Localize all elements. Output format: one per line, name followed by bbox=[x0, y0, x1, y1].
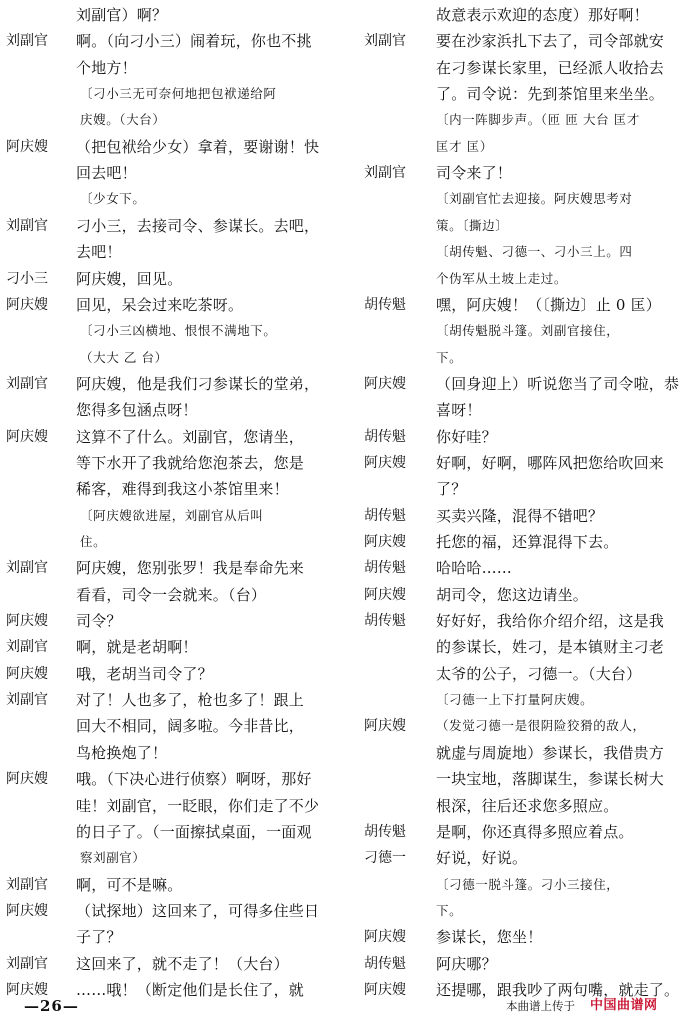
dialogue-line: 喜呀！ bbox=[436, 401, 482, 420]
stage-direction: 〔刁小三凶横地、恨恨不满地下。 bbox=[80, 323, 277, 339]
speaker-name: 胡传魁 bbox=[364, 560, 406, 577]
stage-direction: 个伪军从土坡上走过。 bbox=[436, 270, 568, 286]
dialogue-line: 还提哪，跟我吵了两句嘴，就走了。 bbox=[436, 980, 680, 999]
speaker-name: 阿庆嫂 bbox=[6, 665, 48, 682]
dialogue-line: 好说，好说。 bbox=[436, 849, 528, 868]
dialogue-line: 个地方！ bbox=[76, 58, 137, 77]
dialogue-line: 阿庆嫂，您别张罗！我是奉命先来 bbox=[76, 559, 305, 578]
dialogue-line: 太爷的公子，刁德一。（大台） bbox=[436, 664, 642, 683]
stage-direction: 住。 bbox=[80, 534, 107, 549]
stage-direction: 察刘副官） bbox=[80, 850, 146, 866]
stage-direction: （发觉刁德一是很阴险狡猾的敌人， bbox=[436, 718, 646, 734]
speaker-name: 刘副官 bbox=[364, 165, 406, 182]
speaker-name: 刘副官 bbox=[6, 560, 48, 577]
dialogue-line: 啊，就是老胡啊！ bbox=[76, 638, 198, 657]
speaker-name: 刘副官 bbox=[6, 33, 48, 50]
dialogue-line: 刘副官）啊？ bbox=[76, 6, 168, 24]
stage-direction: 〔阿庆嫂欲进屋，刘副官从后叫 bbox=[80, 507, 264, 523]
speaker-name: 刘副官 bbox=[6, 692, 48, 709]
dialogue-line: 回大不相同，阔多啦。今非昔比， bbox=[76, 717, 305, 736]
dialogue-line: 阿庆嫂，他是我们刁参谋长的堂弟， bbox=[76, 374, 320, 393]
speaker-name: 阿庆嫂 bbox=[6, 138, 48, 155]
dialogue-line: 刁小三，去接司令、参谋长。去吧， bbox=[76, 216, 320, 235]
stage-direction: 〔胡传魁、刁德一、刁小三上。四 bbox=[436, 244, 633, 260]
dialogue-line: 要在沙家浜扎下去了，司令部就安 bbox=[436, 32, 665, 51]
dialogue-line: 看看，司令一会就来。（台） bbox=[76, 585, 267, 604]
speaker-name: 阿庆嫂 bbox=[364, 586, 406, 603]
dialogue-line: 回见，呆会过来吃茶呀。 bbox=[76, 295, 244, 314]
dialogue-line: 鸟枪换炮了！ bbox=[76, 743, 168, 762]
speaker-name: 刘副官 bbox=[6, 217, 48, 234]
stage-direction: 下。 bbox=[436, 902, 463, 918]
dialogue-line: 的日子了。（一面擦拭桌面，一面观 bbox=[76, 822, 312, 841]
dialogue-line: 故意表示欢迎的态度）那好啊！ bbox=[436, 6, 649, 24]
dialogue-line: 去吧！ bbox=[76, 243, 122, 262]
dialogue-line: 在刁参谋长家里，已经派人收拾去 bbox=[436, 58, 665, 77]
stage-direction: 〔胡传魁脱斗篷。刘副官接住， bbox=[436, 323, 620, 339]
speaker-name: 刁德一 bbox=[364, 850, 406, 867]
speaker-name: 阿庆嫂 bbox=[6, 613, 48, 630]
site-logo: 中国曲谱网 bbox=[590, 998, 658, 1013]
stage-direction: 策。〔撕边〕 bbox=[436, 217, 509, 233]
speaker-name: 胡传魁 bbox=[364, 823, 406, 840]
speaker-name: 胡传魁 bbox=[364, 296, 406, 313]
stage-direction: 下。 bbox=[436, 349, 463, 365]
dialogue-line: 参谋长，您坐！ bbox=[436, 928, 543, 947]
dialogue-line: 买卖兴隆，混得不错吧？ bbox=[436, 506, 604, 525]
stage-direction: 匡才 匡） bbox=[436, 138, 493, 154]
dialogue-line: 的参谋长，姓刁，是本镇财主刁老 bbox=[436, 638, 665, 657]
dialogue-line: 阿庆哪？ bbox=[436, 954, 497, 973]
speaker-name: 胡传魁 bbox=[364, 507, 406, 524]
dialogue-line: 对了！人也多了，枪也多了！跟上 bbox=[76, 691, 305, 710]
dialogue-line: 等下水开了我就给您泡茶去，您是 bbox=[76, 453, 305, 472]
speaker-name: 胡传魁 bbox=[364, 955, 406, 972]
speaker-name: 阿庆嫂 bbox=[6, 296, 48, 313]
speaker-name: 阿庆嫂 bbox=[364, 981, 406, 998]
dialogue-line: 一块宝地，落脚谋生，参谋长树大 bbox=[436, 770, 665, 789]
dialogue-line: 哇！刘副官，一眨眼，你们走了不少 bbox=[76, 796, 320, 815]
stage-direction: 〔内一阵脚步声。（匝 匝 大台 匡才 bbox=[436, 112, 640, 128]
speaker-name: 阿庆嫂 bbox=[6, 902, 48, 919]
speaker-name: 阿庆嫂 bbox=[6, 771, 48, 788]
dialogue-line: 啊，可不是嘛。 bbox=[76, 875, 183, 894]
dialogue-line: 回去吧！ bbox=[76, 164, 137, 183]
dialogue-line: 司令来了！ bbox=[436, 164, 513, 183]
dialogue-line: 这回来了，就不走了！（大台） bbox=[76, 954, 289, 973]
dialogue-line: ……哦！（断定他们是长住了，就 bbox=[76, 980, 305, 999]
speaker-name: 阿庆嫂 bbox=[364, 929, 406, 946]
stage-direction: 庆嫂。（大台） bbox=[80, 112, 166, 128]
speaker-name: 阿庆嫂 bbox=[6, 428, 48, 445]
stage-direction: 〔刁德一脱斗篷。刁小三接住， bbox=[436, 876, 620, 892]
stage-direction: （大大 乙 台） bbox=[80, 349, 168, 365]
dialogue-line: （回身迎上）听说您当了司令啦，恭 bbox=[436, 374, 680, 393]
dialogue-line: 哦。（下决心进行侦察）啊呀，那好 bbox=[76, 770, 312, 789]
stage-direction: 〔刘副官忙去迎接。阿庆嫂思考对 bbox=[436, 191, 633, 207]
source-note: 本曲谱上传于 bbox=[506, 999, 575, 1013]
dialogue-line: 托您的福，还算混得下去。 bbox=[436, 533, 619, 551]
dialogue-line: 是啊，你还真得多照应着点。 bbox=[436, 822, 634, 841]
speaker-name: 胡传魁 bbox=[364, 428, 406, 445]
dialogue-line: 子了？ bbox=[76, 928, 122, 947]
speaker-name: 阿庆嫂 bbox=[364, 454, 406, 471]
speaker-name: 刘副官 bbox=[6, 375, 48, 392]
dialogue-line: 这算不了什么。刘副官，您请坐， bbox=[76, 427, 305, 446]
speaker-name: 阿庆嫂 bbox=[364, 375, 406, 392]
dialogue-line: 您得多包涵点呀！ bbox=[76, 401, 198, 420]
dialogue-line: 司令？ bbox=[76, 612, 122, 631]
dialogue-line: 哈哈哈…… bbox=[436, 559, 513, 578]
dialogue-line: 嘿，阿庆嫂！（〔撕边〕止 0 匡） bbox=[436, 295, 661, 314]
speaker-name: 阿庆嫂 bbox=[364, 718, 406, 735]
stage-direction: 〔少女下。 bbox=[80, 191, 146, 207]
stage-direction: 〔刁小三无可奈何地把包袱递给阿 bbox=[80, 86, 277, 102]
dialogue-line: 哦，老胡当司令了？ bbox=[76, 664, 213, 683]
page-number: —26— bbox=[24, 997, 79, 1015]
dialogue-line: 了？ bbox=[436, 480, 467, 499]
speaker-name: 刘副官 bbox=[6, 639, 48, 656]
dialogue-line: （把包袱给少女）拿着，要谢谢！快 bbox=[76, 137, 320, 156]
speaker-name: 刘副官 bbox=[6, 955, 48, 972]
dialogue-line: 稀客，难得到我这小茶馆里来！ bbox=[76, 480, 289, 499]
dialogue-line: 好好好，我给你介绍介绍，这是我 bbox=[436, 612, 665, 631]
speaker-name: 阿庆嫂 bbox=[6, 981, 48, 998]
dialogue-line: 好啊，好啊，哪阵风把您给吹回来 bbox=[436, 453, 665, 472]
stage-direction: 〔刁德一上下打量阿庆嫂。 bbox=[436, 692, 594, 708]
dialogue-line: 根深，往后还求您多照应。 bbox=[436, 796, 619, 815]
speaker-name: 刘副官 bbox=[6, 876, 48, 893]
dialogue-line: （试探地）这回来了，可得多住些日 bbox=[76, 901, 320, 920]
dialogue-line: 啊。（向刁小三）闹着玩，你也不挑 bbox=[76, 32, 312, 51]
speaker-name: 刁小三 bbox=[6, 270, 48, 287]
speaker-name: 刘副官 bbox=[364, 33, 406, 50]
dialogue-line: 胡司令，您这边请坐。 bbox=[436, 585, 589, 604]
dialogue-line: 了。司令说：先到茶馆里来坐坐。 bbox=[436, 85, 665, 104]
dialogue-line: 阿庆嫂，回见。 bbox=[76, 269, 183, 288]
dialogue-line: 你好哇？ bbox=[436, 427, 497, 446]
speaker-name: 胡传魁 bbox=[364, 613, 406, 630]
speaker-name: 阿庆嫂 bbox=[364, 534, 406, 550]
dialogue-line: 就虚与周旋地）参谋长，我借贵方 bbox=[436, 743, 665, 762]
